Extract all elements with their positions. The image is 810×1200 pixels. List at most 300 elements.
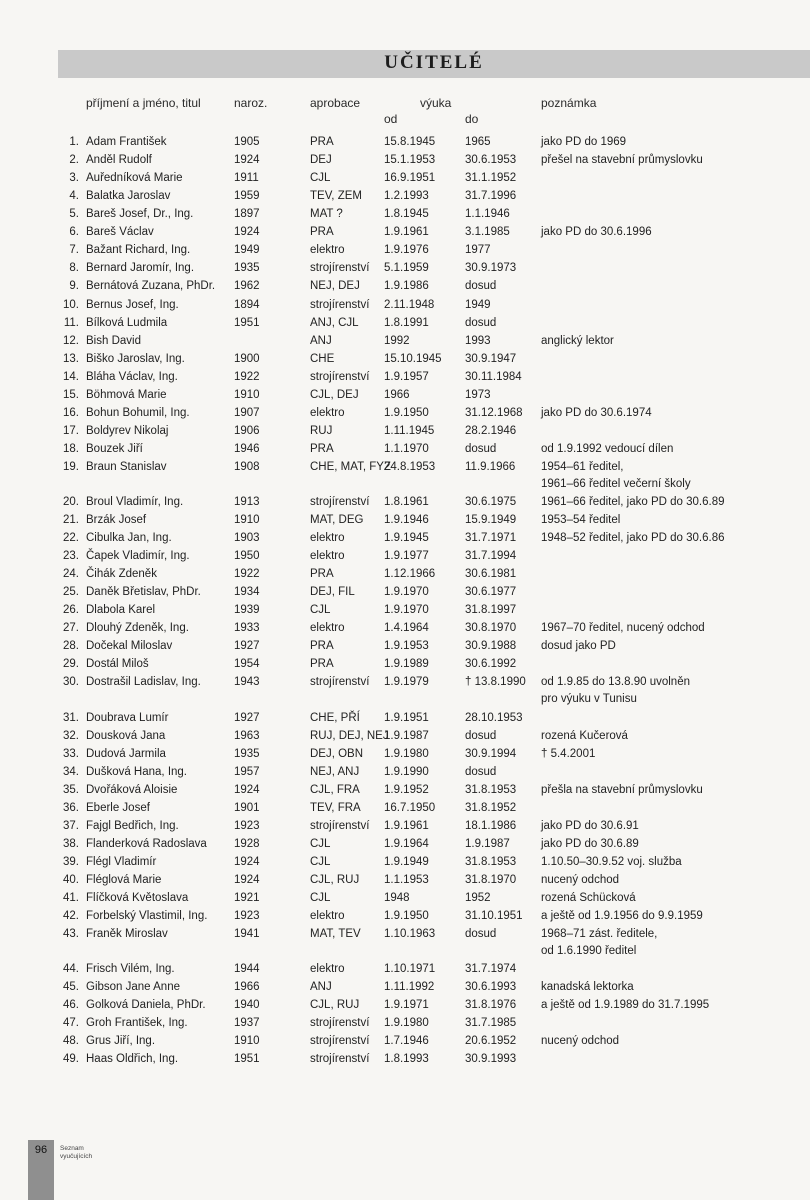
teacher-name: Broul Vladimír, Ing. (86, 496, 184, 508)
approbation: elektro (310, 622, 345, 635)
teaching-from: 1.9.1977 (384, 550, 429, 563)
table-row (0, 782, 810, 799)
birth-year: 1923 (234, 910, 260, 922)
approbation: strojírenství (310, 370, 370, 383)
approbation: CJL (310, 604, 331, 617)
approbation: elektro (310, 910, 345, 922)
note: 1953–54 ředitel (541, 514, 621, 526)
teaching-from: 1.7.1946 (384, 1035, 429, 1048)
approbation: elektro (310, 963, 345, 976)
table-row (0, 1015, 810, 1032)
teaching-from: 1.9.1970 (384, 586, 429, 599)
approbation: CHE (310, 352, 335, 365)
teaching-from: 5.1.1959 (384, 262, 429, 275)
teaching-to: 1973 (465, 388, 491, 401)
note: jako PD do 30.6.89 (541, 837, 639, 850)
row-number: 3. (69, 172, 79, 185)
birth-year: 1900 (234, 352, 260, 365)
teacher-name: Bernátová Zuzana, PhDr. (86, 280, 216, 293)
birth-year: 1927 (234, 640, 260, 653)
teaching-to: 31.8.1997 (465, 604, 517, 617)
note: 1961–66 ředitel, jako PD do 30.6.89 (541, 496, 725, 508)
birth-year: 1966 (234, 981, 260, 994)
row-number: 25. (63, 586, 79, 599)
note: dosud jako PD (541, 640, 616, 653)
teacher-name: Bouzek Jiří (86, 442, 143, 455)
approbation: strojírenství (310, 298, 370, 311)
note: kanadská lektorka (541, 981, 634, 994)
row-number: 9. (69, 280, 79, 293)
approbation: DEJ, FIL (310, 586, 355, 599)
table-row (0, 170, 810, 187)
teacher-name: Bernus Josef, Ing. (86, 298, 179, 311)
table-row (0, 351, 810, 368)
teaching-to: 31.7.1974 (465, 963, 517, 976)
table-row (0, 441, 810, 458)
teacher-name: Bernard Jaromír, Ing. (86, 262, 195, 275)
teacher-name: Dostál Miloš (86, 658, 149, 671)
teaching-to: 31.7.1971 (465, 532, 517, 545)
note: † 5.4.2001 (541, 747, 596, 760)
table-row (0, 1051, 810, 1068)
header-born: naroz. (234, 96, 268, 110)
row-number: 49. (63, 1053, 79, 1066)
row-number: 36. (63, 801, 79, 814)
row-number: 21. (63, 514, 79, 526)
teaching-from: 1.8.1945 (384, 208, 429, 221)
teaching-to: dosud (465, 442, 497, 455)
table-row (0, 890, 810, 907)
table-row (0, 224, 810, 241)
table-row (0, 387, 810, 404)
note-continued: pro výuku v Tunisu (541, 693, 637, 706)
birth-year: 1963 (234, 729, 260, 742)
birth-year: 1903 (234, 532, 260, 545)
table-row (0, 620, 810, 637)
birth-year: 1962 (234, 280, 260, 293)
approbation: strojírenství (310, 1053, 370, 1066)
note: nucený odchod (541, 1035, 620, 1048)
row-number: 48. (63, 1035, 79, 1048)
teaching-to: dosud (465, 928, 497, 941)
note: 1948–52 ředitel, jako PD do 30.6.86 (541, 532, 725, 545)
teacher-name: Daněk Břetislav, PhDr. (86, 586, 201, 599)
birth-year: 1927 (234, 711, 260, 724)
approbation: elektro (310, 550, 345, 563)
row-number: 46. (63, 999, 79, 1012)
row-number: 31. (63, 711, 79, 724)
row-number: 10. (63, 298, 79, 311)
table-row (0, 206, 810, 223)
row-number: 43. (63, 928, 79, 941)
teaching-from: 1.9.1964 (384, 837, 429, 850)
birth-year: 1957 (234, 765, 260, 778)
row-number: 47. (63, 1017, 79, 1030)
approbation: MAT ? (310, 208, 343, 221)
table-row (0, 242, 810, 259)
teaching-from: 1.11.1945 (384, 424, 435, 437)
row-number: 13. (63, 352, 79, 365)
row-number: 22. (63, 532, 79, 545)
birth-year: 1924 (234, 873, 260, 886)
birth-year: 1951 (234, 316, 260, 329)
table-row (0, 530, 810, 547)
teaching-from: 1.8.1991 (384, 316, 429, 329)
row-number: 38. (63, 837, 79, 850)
teacher-name: Doubrava Lumír (86, 711, 169, 724)
teaching-to: 1.1.1946 (465, 208, 510, 221)
teaching-from: 1.9.1987 (384, 729, 429, 742)
teaching-to: 3.1.1985 (465, 226, 510, 239)
table-row (0, 152, 810, 169)
teaching-from: 1.9.1952 (384, 783, 429, 796)
note-continued: 1961–66 ředitel večerní školy (541, 477, 691, 490)
row-number: 34. (63, 765, 79, 778)
birth-year: 1935 (234, 262, 260, 275)
birth-year: 1928 (234, 837, 260, 850)
table-row (0, 512, 810, 529)
birth-year: 1910 (234, 1035, 260, 1048)
note: anglický lektor (541, 334, 614, 347)
page-number: 96 (34, 1144, 48, 1156)
approbation: DEJ, OBN (310, 747, 364, 760)
birth-year: 1949 (234, 244, 260, 257)
teaching-to: 1949 (465, 298, 491, 311)
teaching-to: 31.1.1952 (465, 172, 517, 185)
teacher-name: Dlouhý Zdeněk, Ing. (86, 622, 189, 635)
approbation: CJL (310, 855, 331, 868)
table-row (0, 674, 810, 691)
teacher-name: Auředníková Marie (86, 172, 183, 185)
approbation: elektro (310, 406, 345, 419)
approbation: strojírenství (310, 1035, 370, 1048)
teaching-to: 30.6.1975 (465, 496, 517, 508)
approbation: CJL, RUJ (310, 999, 360, 1012)
header-approbation: aprobace (310, 96, 361, 110)
teaching-from: 1.11.1992 (384, 981, 435, 994)
table-row (0, 315, 810, 332)
teacher-name: Braun Stanislav (86, 460, 167, 473)
table-row (0, 584, 810, 601)
table-row (0, 548, 810, 565)
approbation: ANJ, CJL (310, 316, 359, 329)
approbation: strojírenství (310, 1017, 370, 1030)
table-row (0, 188, 810, 205)
note: nucený odchod (541, 873, 620, 886)
table-row (0, 818, 810, 835)
teaching-to: 28.2.1946 (465, 424, 517, 437)
birth-year: 1901 (234, 801, 260, 814)
table-row (0, 602, 810, 619)
row-number: 27. (63, 622, 79, 635)
table-row (0, 369, 810, 386)
table-row (0, 405, 810, 422)
approbation: NEJ, DEJ (310, 280, 360, 293)
teaching-from: 1.4.1964 (384, 622, 429, 635)
birth-year: 1944 (234, 963, 260, 976)
note: od 1.9.1992 vedoucí dílen (541, 442, 674, 455)
teacher-name: Dostrašil Ladislav, Ing. (86, 676, 201, 689)
table-row (0, 423, 810, 440)
approbation: ANJ (310, 334, 332, 347)
approbation: strojírenství (310, 262, 370, 275)
table-row (0, 260, 810, 277)
note-continued: od 1.6.1990 ředitel (541, 945, 637, 958)
row-number: 35. (63, 783, 79, 796)
birth-year: 1911 (234, 172, 259, 185)
teaching-from: 1.9.1957 (384, 370, 429, 383)
header-to: do (465, 112, 479, 126)
birth-year: 1910 (234, 514, 260, 526)
row-number: 14. (63, 370, 79, 383)
teaching-to: 31.7.1996 (465, 190, 517, 203)
table-row (0, 746, 810, 763)
row-number: 1. (69, 136, 79, 148)
teaching-to: 30.6.1981 (465, 568, 517, 581)
approbation: CHE, PŘÍ (310, 711, 360, 724)
birth-year: 1908 (234, 460, 260, 473)
teacher-name: Dočekal Miloslav (86, 640, 173, 653)
birth-year: 1924 (234, 855, 260, 868)
note: jako PD do 1969 (541, 136, 627, 148)
teaching-from: 1.9.1980 (384, 747, 429, 760)
birth-year: 1905 (234, 136, 260, 148)
table-row (0, 297, 810, 314)
teaching-from: 1948 (384, 892, 410, 904)
teaching-from: 1.9.1971 (384, 999, 429, 1012)
teaching-to: 30.6.1953 (465, 154, 517, 167)
teacher-name: Biško Jaroslav, Ing. (86, 352, 185, 365)
birth-year: 1959 (234, 190, 260, 203)
teaching-from: 1.9.1950 (384, 406, 429, 419)
teacher-name: Bohun Bohumil, Ing. (86, 406, 190, 419)
teaching-to: 30.8.1970 (465, 622, 517, 635)
row-number: 24. (63, 568, 79, 581)
birth-year: 1939 (234, 604, 260, 617)
teacher-name: Balatka Jaroslav (86, 190, 171, 203)
teaching-to: 30.9.1973 (465, 262, 517, 275)
birth-year: 1943 (234, 676, 260, 689)
teaching-from: 1992 (384, 334, 410, 347)
teaching-to: 30.9.1988 (465, 640, 517, 653)
teaching-from: 1.9.1976 (384, 244, 429, 257)
row-number: 44. (63, 963, 79, 976)
approbation: strojírenství (310, 819, 370, 832)
approbation: PRA (310, 568, 334, 581)
approbation: PRA (310, 226, 334, 239)
teacher-name: Flíčková Květoslava (86, 892, 189, 904)
approbation: elektro (310, 244, 345, 257)
header-note: poznámka (541, 96, 597, 110)
teaching-from: 1.8.1993 (384, 1053, 429, 1066)
approbation: CJL, RUJ (310, 873, 360, 886)
table-row (0, 961, 810, 978)
birth-year: 1924 (234, 783, 260, 796)
table-row (0, 134, 810, 151)
title-bar (58, 50, 810, 78)
birth-year: 1950 (234, 550, 260, 563)
teaching-from: 1.9.1949 (384, 855, 429, 868)
teaching-to: 1965 (465, 136, 491, 148)
teacher-name: Grus Jiří, Ing. (86, 1035, 156, 1048)
birth-year: 1946 (234, 442, 260, 455)
approbation: CJL (310, 837, 331, 850)
approbation: strojírenství (310, 676, 370, 689)
teacher-name: Bílková Ludmila (86, 316, 168, 329)
teacher-name: Eberle Josef (86, 801, 150, 814)
teaching-to: 31.7.1994 (465, 550, 517, 563)
approbation: MAT, DEG (310, 514, 364, 526)
teaching-to: 30.6.1993 (465, 981, 517, 994)
teacher-name: Čapek Vladimír, Ing. (86, 550, 190, 563)
teaching-to: 20.6.1952 (465, 1035, 517, 1048)
note: přešel na stavební průmyslovku (541, 154, 703, 167)
header-name: příjmení a jméno, titul (86, 96, 201, 110)
row-number: 5. (69, 208, 79, 221)
note: jako PD do 30.6.1974 (541, 406, 652, 419)
note: jako PD do 30.6.91 (541, 819, 639, 832)
birth-year: 1941 (234, 928, 260, 941)
teacher-name: Bláha Václav, Ing. (86, 370, 178, 383)
teaching-to: 18.1.1986 (465, 819, 517, 832)
teaching-to: † 13.8.1990 (465, 676, 526, 689)
teaching-from: 1.2.1993 (384, 190, 429, 203)
teacher-name: Boldyrev Nikolaj (86, 424, 169, 437)
table-row (0, 997, 810, 1014)
approbation: elektro (310, 532, 345, 545)
table-row (0, 908, 810, 925)
row-number: 39. (63, 855, 79, 868)
table-row (0, 979, 810, 996)
approbation: CJL, DEJ (310, 388, 359, 401)
teacher-name: Forbelský Vlastimil, Ing. (86, 910, 208, 922)
teaching-to: 31.8.1976 (465, 999, 517, 1012)
teaching-from: 1.9.1990 (384, 765, 429, 778)
table-row (0, 764, 810, 781)
teacher-name: Cibulka Jan, Ing. (86, 532, 172, 545)
teaching-from: 1.9.1961 (384, 226, 429, 239)
teaching-from: 16.9.1951 (384, 172, 436, 185)
note: a ještě od 1.9.1989 do 31.7.1995 (541, 999, 710, 1012)
teacher-name: Gibson Jane Anne (86, 981, 180, 994)
header-teaching: výuka (420, 96, 452, 110)
section-label: Seznam vyučujících (60, 1145, 93, 1160)
teaching-from: 16.7.1950 (384, 801, 436, 814)
table-row (0, 854, 810, 871)
teacher-name: Franěk Miroslav (86, 928, 168, 941)
teaching-from: 1.9.1946 (384, 514, 429, 526)
teaching-to: 31.8.1952 (465, 801, 517, 814)
teaching-from: 1.10.1963 (384, 928, 436, 941)
teaching-from: 1.9.1953 (384, 640, 429, 653)
approbation: ANJ (310, 981, 332, 994)
table-row (0, 1033, 810, 1050)
teacher-name: Fajgl Bedřich, Ing. (86, 819, 179, 832)
row-number: 16. (63, 406, 79, 419)
teaching-to: 31.8.1970 (465, 873, 517, 886)
row-number: 23. (63, 550, 79, 563)
teaching-from: 1.1.1953 (384, 873, 429, 886)
teaching-to: 30.6.1992 (465, 658, 517, 671)
row-number: 8. (69, 262, 79, 275)
approbation: NEJ, ANJ (310, 765, 360, 778)
table-row (0, 494, 810, 511)
row-number: 20. (63, 496, 79, 508)
birth-year: 1906 (234, 424, 260, 437)
row-number: 42. (63, 910, 79, 922)
note: 1954–61 ředitel, (541, 460, 624, 473)
teaching-to: dosud (465, 765, 497, 778)
table-row (0, 459, 810, 476)
approbation: RUJ (310, 424, 333, 437)
row-number: 32. (63, 729, 79, 742)
teaching-to: 30.9.1947 (465, 352, 517, 365)
row-number: 40. (63, 873, 79, 886)
birth-year: 1923 (234, 819, 260, 832)
approbation: PRA (310, 136, 334, 148)
teaching-from: 1966 (384, 388, 410, 401)
teaching-from: 1.9.1986 (384, 280, 429, 293)
row-number: 45. (63, 981, 79, 994)
row-number: 12. (63, 334, 79, 347)
table-row (0, 710, 810, 727)
note: jako PD do 30.6.1996 (541, 226, 652, 239)
birth-year: 1935 (234, 747, 260, 760)
header-from: od (384, 112, 398, 126)
table-row (0, 728, 810, 745)
teacher-name: Haas Oldřich, Ing. (86, 1053, 179, 1066)
row-number: 29. (63, 658, 79, 671)
birth-year: 1910 (234, 388, 260, 401)
approbation: CJL (310, 172, 331, 185)
row-number: 6. (69, 226, 79, 239)
row-number: 30. (63, 676, 79, 689)
birth-year: 1954 (234, 658, 260, 671)
teacher-name: Dušková Hana, Ing. (86, 765, 188, 778)
birth-year: 1922 (234, 568, 260, 581)
teaching-from: 1.8.1961 (384, 496, 429, 508)
row-number: 33. (63, 747, 79, 760)
teacher-name: Böhmová Marie (86, 388, 167, 401)
row-number: 41. (63, 892, 79, 904)
teacher-name: Brzák Josef (86, 514, 147, 526)
birth-year: 1907 (234, 406, 260, 419)
teacher-name: Flanderková Radoslava (86, 837, 207, 850)
teacher-name: Adam František (86, 136, 167, 148)
teaching-from: 15.8.1945 (384, 136, 436, 148)
note: 1967–70 ředitel, nucený odchod (541, 622, 705, 635)
teaching-from: 1.9.1980 (384, 1017, 429, 1030)
teacher-name: Frisch Vilém, Ing. (86, 963, 175, 976)
approbation: DEJ (310, 154, 332, 167)
birth-year: 1913 (234, 496, 260, 508)
teacher-name: Fléglová Marie (86, 873, 162, 886)
teaching-from: 15.1.1953 (384, 154, 436, 167)
note: rozená Kučerová (541, 729, 628, 742)
row-number: 2. (69, 154, 79, 167)
note: 1968–71 zást. ředitele, (541, 928, 658, 941)
table-row (0, 638, 810, 655)
teacher-name: Dousková Jana (86, 729, 166, 742)
approbation: RUJ, DEJ, NEJ (310, 729, 389, 742)
teacher-name: Groh František, Ing. (86, 1017, 188, 1030)
teaching-to: 28.10.1953 (465, 711, 523, 724)
teaching-to: 30.9.1993 (465, 1053, 517, 1066)
row-number: 28. (63, 640, 79, 653)
teaching-from: 2.11.1948 (384, 298, 435, 311)
teacher-name: Golková Daniela, PhDr. (86, 999, 206, 1012)
teaching-to: 31.10.1951 (465, 910, 523, 922)
